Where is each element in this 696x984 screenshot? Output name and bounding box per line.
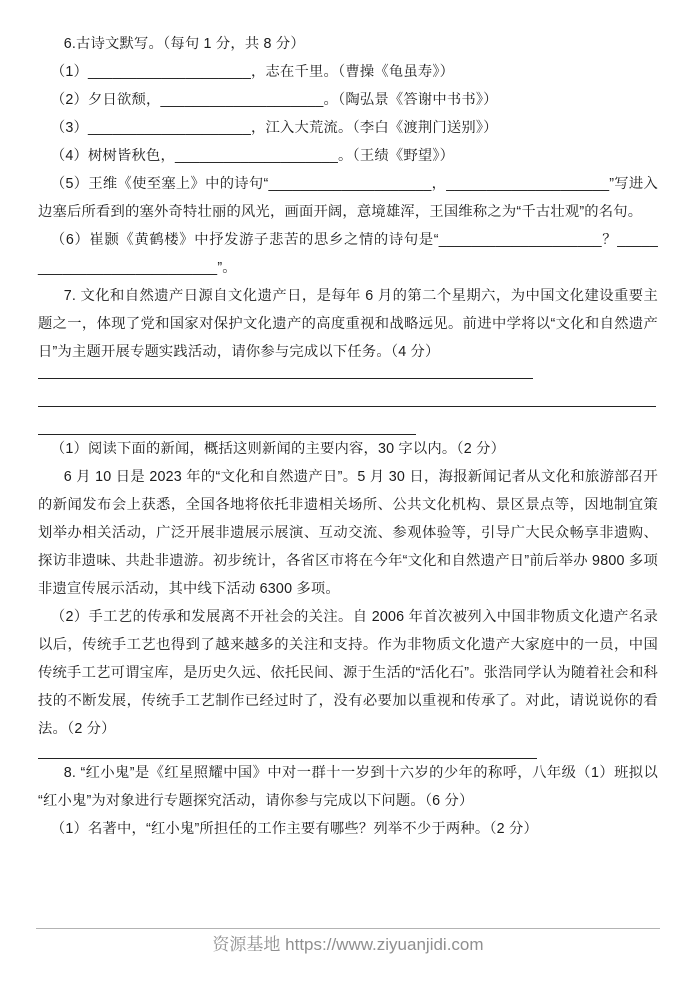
answer-line	[38, 366, 533, 379]
answer-line	[38, 407, 416, 435]
q8-task-1: （1）名著中，“红小鬼”所担任的工作主要有哪些？列举不少于两种。（2 分）	[50, 821, 539, 837]
q6-item-2: （2）夕日欲颓，____________________。（陶弘景《答谢中书书》）	[50, 92, 498, 108]
answer-line	[38, 743, 537, 759]
q7-task-2: （2）手工艺的传承和发展离不开社会的关注。自 2006 年首次被列入中国非物质文化遗产名录以后，传统手工艺也得到了越来越多的关注和支持。作为非物质文化遗产大家庭中的一员，中国传统手工艺可谓宝库，是历史久远、依托民间、源于生活的“活化石”。张浩同学认为随着社会和科技的不断发展，传统手工艺制作已经过时了，没有必要加以重视和传承了。对此，请说说你的看法。（2 分）	[38, 609, 658, 737]
q7-news-paragraph: 6 月 10 日是 2023 年的“文化和自然遗产日”。5 月 30 日，海报新闻记者从文化和旅游部召开的新闻发布会上获悉，全国各地将依托非遗相关场所、公共文化机构、景区景点等，因地制宜策划举办相关活动，广泛开展非遗展示展演、互动交流、参观体验等，引导广大民众畅享非遗购、探访非遗味、共赴非遗游。初步统计，各省区市将在今年“文化和自然遗产日”前后举办 9800 多项非遗宣传展示活动，其中线下活动 6300 多项。	[38, 469, 658, 597]
q6-item-5: （5）王维《使至塞上》中的诗句“____________________，____________________”写进入边塞后所看到的塞外奇特壮丽的风光，画面开阔，意境雄浑，王国维称之为“千古壮观”的名句。	[38, 176, 658, 220]
answer-line	[38, 379, 656, 407]
page-footer	[0, 928, 696, 960]
q6-item-1: （1）____________________，志在千里。（曹操《龟虽寿》）	[50, 64, 455, 80]
footer-site-link: 资源基地 https://www.ziyuanjidi.com	[212, 935, 484, 954]
q8-intro: 8. “红小鬼”是《红星照耀中国》中对一群十一岁到十六岁的少年的称呼，八年级（1）班拟以“红小鬼”为对象进行专题探究活动，请你参与完成以下问题。（6 分）	[38, 765, 658, 809]
q6-item-3: （3）____________________，江入大荒流。（李白《渡荆门送别》）	[50, 120, 498, 136]
q6-item-6: （6）崔颢《黄鹤楼》中抒发游子悲苦的思乡之情的诗句是“____________________？_____ ______________________”。	[38, 232, 658, 276]
q7-task-1: （1）阅读下面的新闻，概括这则新闻的主要内容，30 字以内。（2 分）	[50, 441, 506, 457]
exam-document-body	[38, 30, 658, 843]
q6-header: 6.古诗文默写。（每句 1 分，共 8 分）	[63, 36, 305, 52]
q6-item-4: （4）树树皆秋色，____________________。（王绩《野望》）	[50, 148, 455, 164]
q7-intro: 7. 文化和自然遗产日源自文化遗产日，是每年 6 月的第二个星期六，为中国文化建设重要主题之一，体现了党和国家对保护文化遗产的高度重视和战略远见。前进中学将以“文化和自然遗产日”为主题开展专题实践活动，请你参与完成以下任务。（4 分）	[38, 288, 658, 360]
